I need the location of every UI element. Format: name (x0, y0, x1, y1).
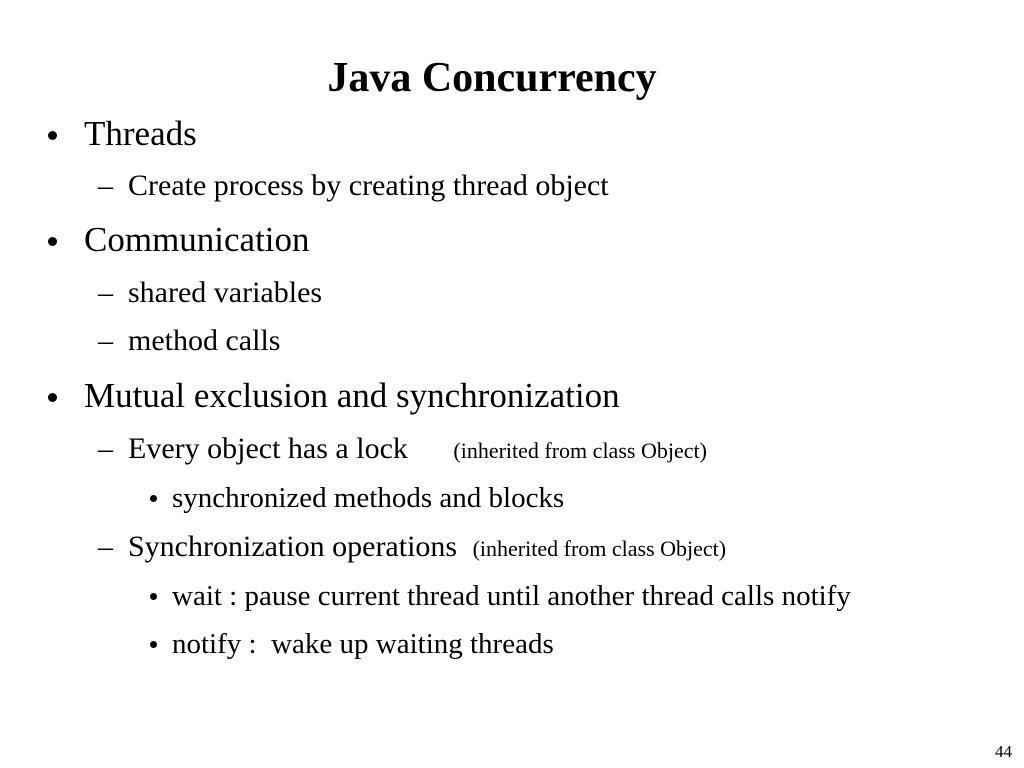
sub-item-text: Every object has a lock (128, 432, 408, 465)
bullet-icon (48, 393, 57, 402)
bullet-icon (150, 641, 157, 648)
sub-item-create-process (98, 169, 609, 203)
dash-icon: – (98, 276, 113, 309)
sub-sub-item-synchronized-methods (172, 481, 564, 515)
sub-item-every-object-lock (98, 432, 707, 468)
sub-item-note: (inherited from class Object) (472, 536, 727, 561)
sub-sub-item-text: wait : pause current thread until another thread calls notify (172, 580, 851, 612)
sub-sub-item-text: synchronized methods and blocks (172, 482, 565, 514)
sub-item-note: (inherited from class Object) (453, 438, 707, 463)
dash-icon: – (98, 169, 113, 202)
sub-item-text: method calls (128, 324, 281, 357)
bullet-text: Mutual exclusion and synchronization (84, 376, 620, 415)
bullet-text: Communication (84, 220, 310, 259)
sub-item-method-calls (98, 324, 281, 358)
slide-title: Java Concurrency (327, 55, 657, 101)
bullet-icon (150, 593, 157, 600)
sub-sub-item-text: notify : wake up waiting threads (172, 628, 554, 660)
sub-sub-item-wait (172, 579, 851, 613)
page-number: 44 (995, 742, 1012, 761)
sub-item-synchronization-operations (98, 530, 727, 566)
bullet-item-mutual-exclusion (84, 376, 620, 416)
sub-sub-item-notify (172, 627, 554, 661)
bullet-text: Threads (84, 114, 197, 153)
sub-item-text: Create process by creating thread object (128, 169, 609, 202)
bullet-item-threads (84, 114, 197, 154)
bullet-icon (150, 495, 157, 502)
sub-item-text: Synchronization operations (128, 530, 458, 563)
bullet-item-communication (84, 220, 310, 260)
sub-item-shared-variables (98, 276, 323, 310)
sub-item-text: shared variables (128, 276, 323, 309)
dash-icon: – (98, 530, 113, 563)
bullet-icon (48, 131, 57, 140)
dash-icon: – (98, 432, 113, 465)
dash-icon: – (98, 324, 113, 357)
bullet-icon (48, 237, 57, 246)
